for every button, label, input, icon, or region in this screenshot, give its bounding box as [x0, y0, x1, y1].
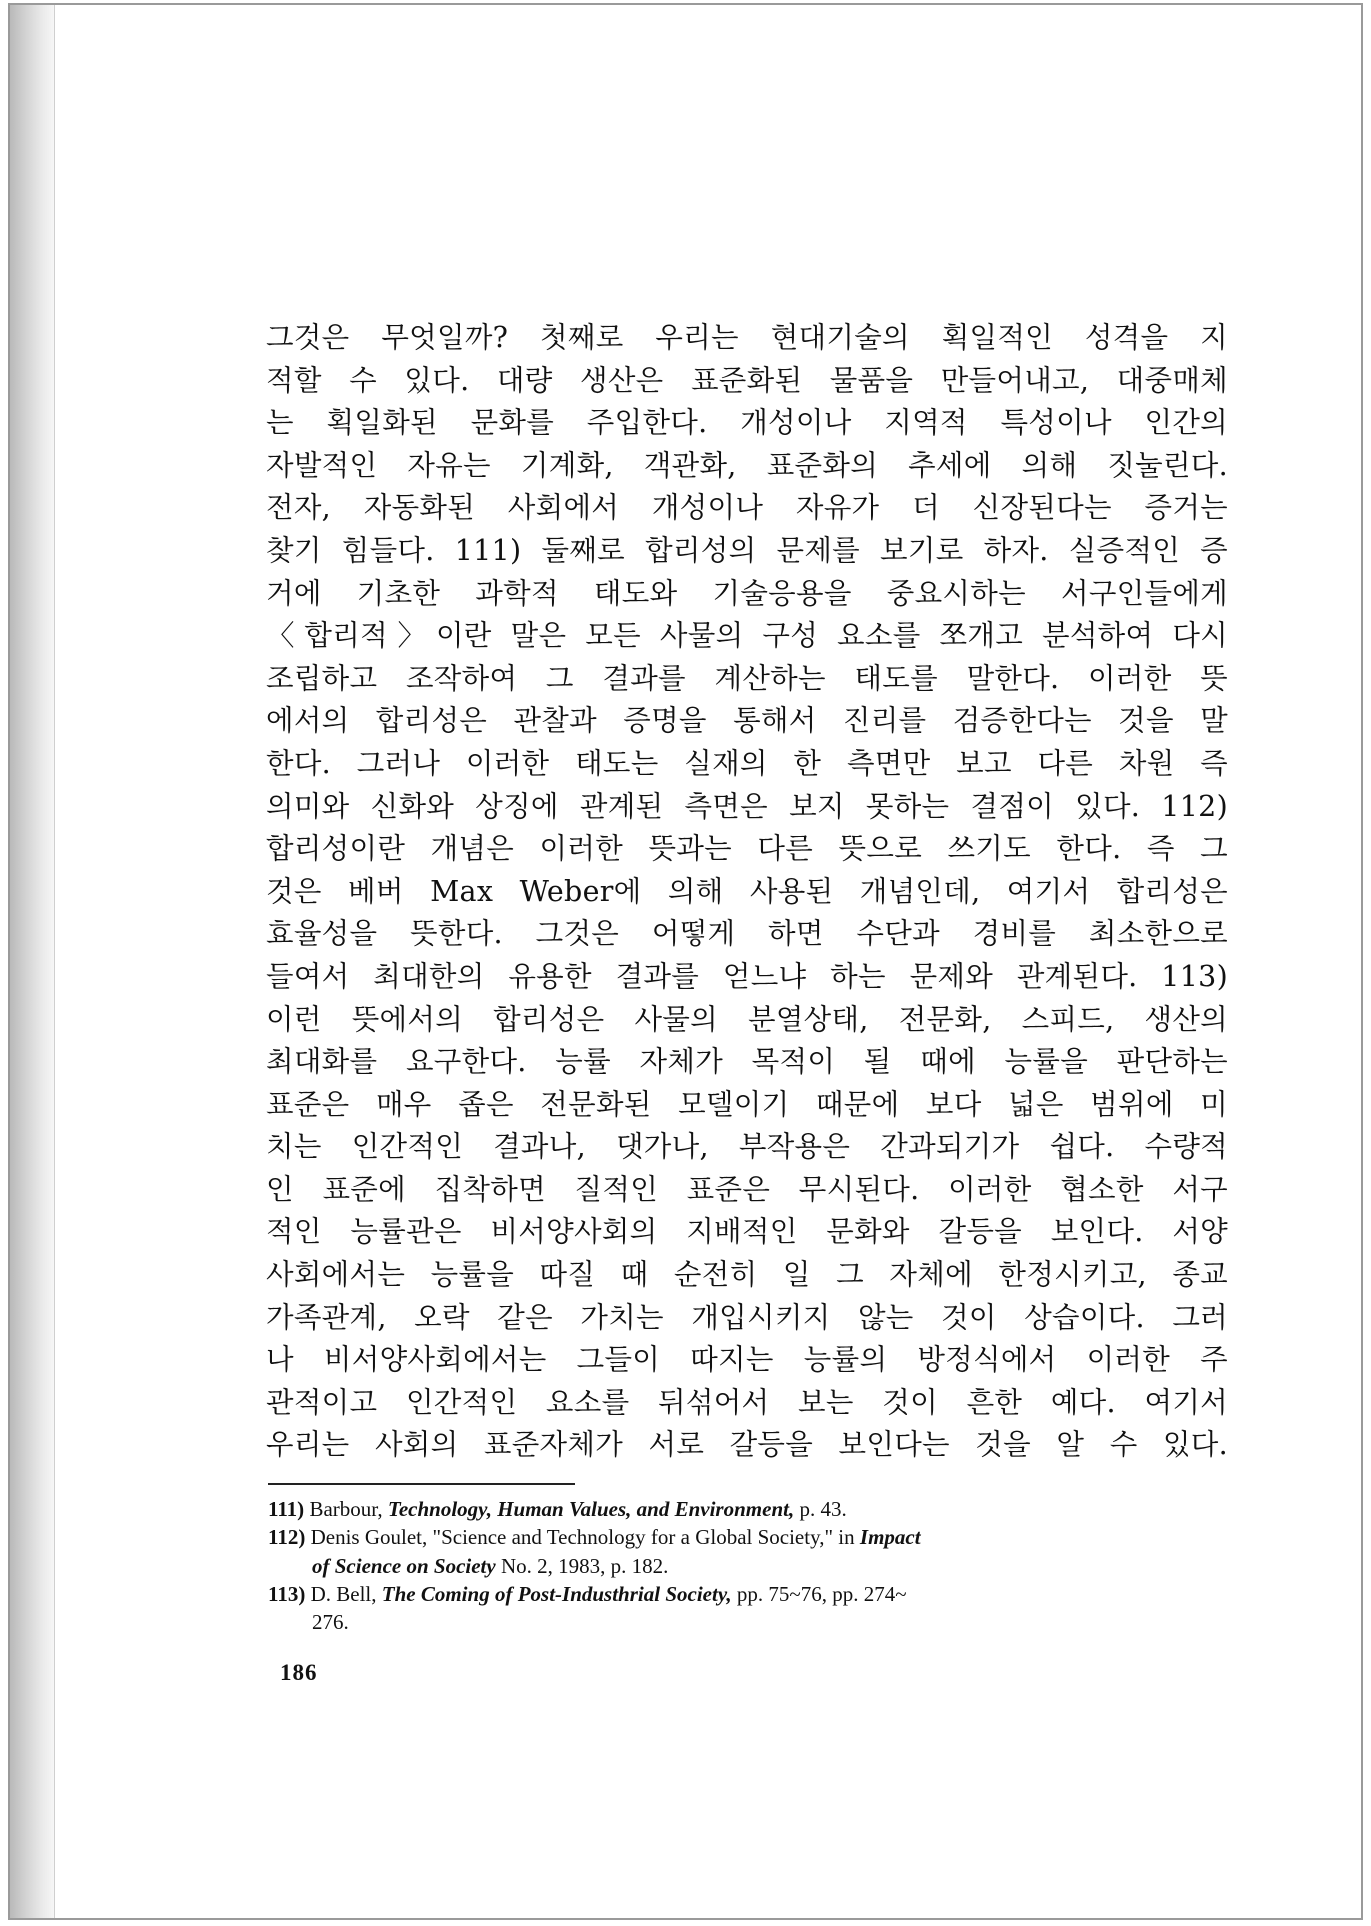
body-line: 사회에서는 능률을 따질 때 순전히 일 그 자체에 한정시키고, 종교	[266, 1258, 1228, 1292]
book-spine	[10, 5, 55, 1918]
body-line: 그것은 무엇일까? 첫째로 우리는 현대기술의 획일적인 성격을 지	[266, 321, 1228, 354]
footnote-text: p. 43.	[794, 1497, 847, 1521]
book	[8, 3, 1363, 1920]
footnote-number: 113)	[268, 1581, 306, 1606]
body-line: 는 획일화된 문화를 주입한다. 개성이나 지역적 특성이나 인간의	[266, 406, 1228, 440]
page-number: 186	[280, 1660, 318, 1685]
body-line: 의미와 신화와 상징에 관계된 측면은 보지 못하는 결점이 있다. 112)	[266, 789, 1228, 823]
footnote-continuation: 276.	[312, 1610, 349, 1635]
footnote-title: Impact	[859, 1525, 921, 1550]
body-text	[266, 317, 1228, 1467]
body-line: 최대화를 요구한다. 능률 자체가 목적이 될 때에 능률을 판단하는	[266, 1045, 1228, 1079]
footnote-title: Technology, Human Values, and Environment,	[387, 1497, 795, 1521]
body-line: 자발적인 자유는 기계화, 객관화, 표준화의 추세에 의해 짓눌린다.	[266, 448, 1228, 482]
body-line: 효율성을 뜻한다. 그것은 어떻게 하면 수단과 경비를 최소한으로	[266, 917, 1228, 951]
body-line: 합리성이란 개념은 이러한 뜻과는 다른 뜻으로 쓰기도 한다. 즉 그	[266, 832, 1228, 866]
footnote-title: of Science on Society	[312, 1553, 496, 1578]
body-line: 찾기 힘들다. 111) 둘째로 합리성의 문제를 보기로 하자. 실증적인 증	[266, 533, 1228, 567]
body-line: 가족관계, 오락 같은 가치는 개입시키지 않는 것이 상습이다. 그러	[266, 1300, 1228, 1334]
body-line: 조립하고 조작하여 그 결과를 계산하는 태도를 말한다. 이러한 뜻	[266, 661, 1228, 695]
body-line: 거에 기초한 과학적 태도와 기술응용을 중요시하는 서구인들에게	[266, 576, 1228, 610]
body-line: 에서의 합리성은 관찰과 증명을 통해서 진리를 검증한다는 것을 말	[266, 704, 1228, 738]
body-line: 들여서 최대한의 유용한 결과를 얻느냐 하는 문제와 관계된다. 113)	[266, 959, 1228, 993]
footnote-111	[268, 1495, 1228, 1523]
footnote-113	[268, 1580, 1228, 1637]
body-line: 전자, 자동화된 사회에서 개성이나 자유가 더 신장된다는 증거는	[266, 491, 1228, 525]
body-line: 적인 능률관은 비서양사회의 지배적인 문화와 갈등을 보인다. 서양	[266, 1215, 1228, 1249]
footnote-title: The Coming of Post-Industhrial Society,	[381, 1581, 732, 1606]
footnote-text: D. Bell,	[310, 1581, 382, 1606]
body-line: 〈합리적〉이란 말은 모든 사물의 구성 요소를 쪼개고 분석하여 다시	[266, 619, 1228, 653]
footnote-text: pp. 75~76, pp. 274~	[731, 1581, 907, 1606]
footnote-text: No. 2, 1983, p. 182.	[495, 1553, 669, 1578]
body-line: 이런 뜻에서의 합리성은 사물의 분열상태, 전문화, 스피드, 생산의	[266, 1002, 1228, 1036]
body-line: 표준은 매우 좁은 전문화된 모델이기 때문에 보다 넓은 범위에 미	[266, 1087, 1228, 1121]
footnote-text: Barbour,	[309, 1497, 388, 1521]
body-line: 치는 인간적인 결과나, 댓가나, 부작용은 간과되기가 쉽다. 수량적	[266, 1130, 1228, 1164]
body-line: 나 비서양사회에서는 그들이 따지는 능률의 방정식에서 이러한 주	[266, 1343, 1228, 1377]
footnote-continuation	[268, 1552, 1228, 1580]
footnote-number: 111)	[268, 1497, 305, 1521]
footnote-divider	[268, 1483, 575, 1485]
body-line: 관적이고 인간적인 요소를 뒤섞어서 보는 것이 흔한 예다. 여기서	[266, 1385, 1228, 1419]
body-line: 적할 수 있다. 대량 생산은 표준화된 물품을 만들어내고, 대중매체	[266, 363, 1228, 397]
footnote-number: 112)	[268, 1525, 306, 1550]
footnote-text: Denis Goulet, "Science and Technology for a Global Society," in	[310, 1525, 860, 1550]
footnote-112	[268, 1523, 1228, 1580]
body-line: 인 표준에 집착하면 질적인 표준은 무시된다. 이러한 협소한 서구	[266, 1172, 1228, 1206]
footnotes	[268, 1495, 1228, 1636]
page	[56, 5, 1361, 1918]
body-line: 우리는 사회의 표준자체가 서로 갈등을 보인다는 것을 알 수 있다.	[266, 1428, 1228, 1462]
body-line: 한다. 그러나 이러한 태도는 실재의 한 측면만 보고 다른 차원 즉	[266, 746, 1228, 780]
body-line: 것은 베버 Max Weber에 의해 사용된 개념인데, 여기서 합리성은	[266, 874, 1228, 908]
